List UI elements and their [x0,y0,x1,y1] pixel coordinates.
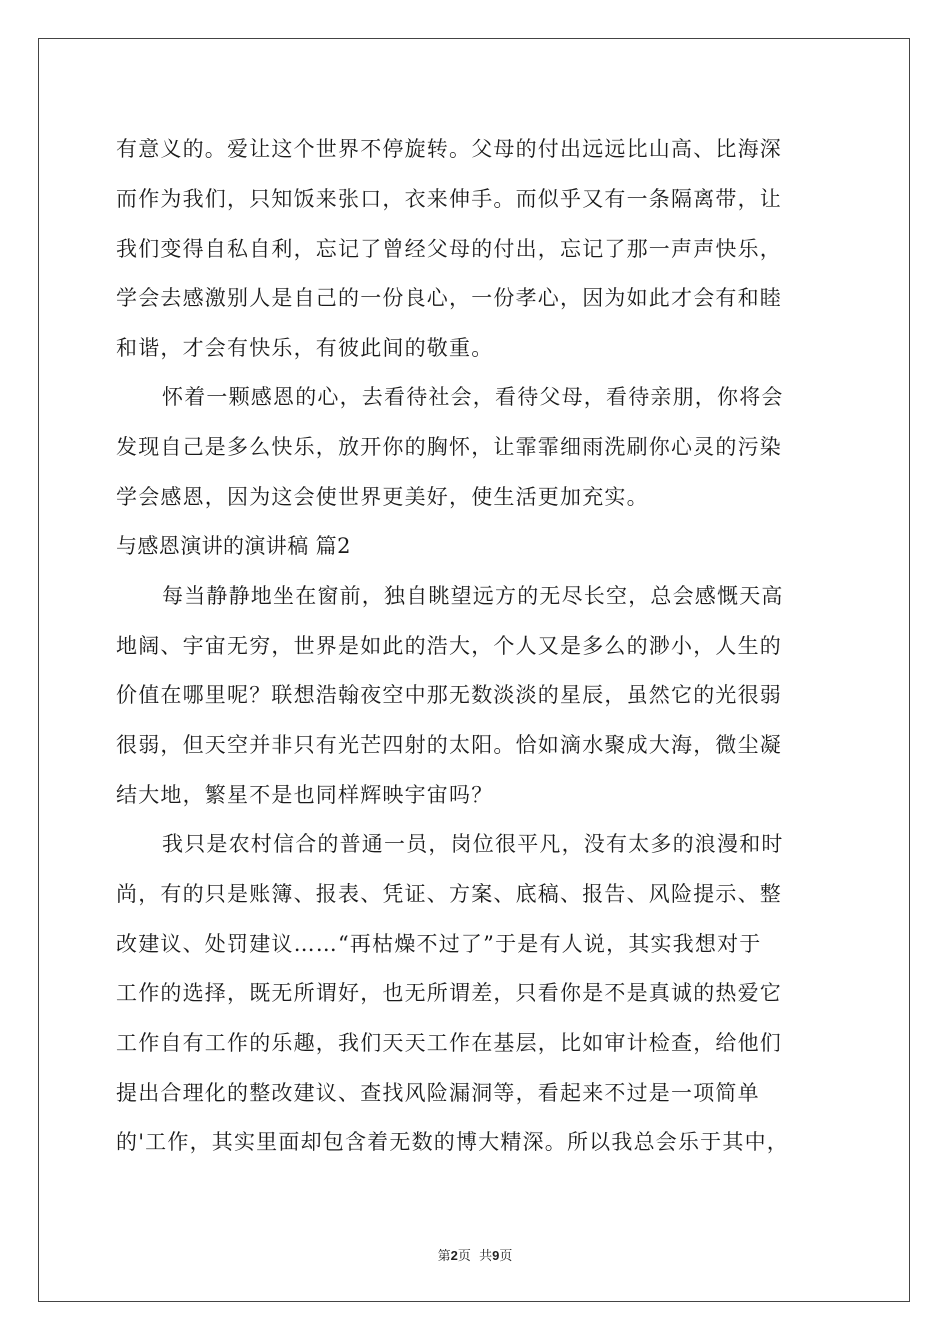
text-line: 学会感恩，因为这会使世界更美好，使生活更加充实。 [116,485,649,509]
text-line: 改建议、处罚建议……“再枯燥不过了”于是有人说，其实我想对于 [116,932,762,956]
text-line: 工作自有工作的乐趣，我们天天工作在基层，比如审计检查，给他们 [116,1031,782,1055]
text-line: 怀着一颗感恩的心，去看待社会，看待父母，看待亲朋，你将会 [162,385,784,409]
page-suffix: 页 [499,1249,513,1264]
text-line: 地阔、宇宙无穷，世界是如此的浩大，个人又是多么的渺小，人生的 [116,634,782,658]
page-middle: 页 共 [457,1249,493,1264]
text-line: 尚，有的只是账簿、报表、凭证、方案、底稿、报告、风险提示、整 [116,882,782,906]
section-heading: 与感恩演讲的演讲稿 篇2 [116,534,351,558]
page-prefix: 第 [437,1249,451,1264]
page-border [38,38,910,1302]
text-line: 很弱，但天空并非只有光芒四射的太阳。恰如滴水聚成大海，微尘凝 [116,733,782,757]
text-line: 工作的选择，既无所谓好，也无所谓差，只看你是不是真诚的热爱它 [116,981,782,1005]
text-line: 学会去感激别人是自己的一份良心，一份孝心，因为如此才会有和睦 [116,286,782,310]
text-line: 而作为我们，只知饭来张口，衣来伸手。而似乎又有一条隔离带，让 [116,187,782,211]
text-line: 提出合理化的整改建议、查找风险漏洞等，看起来不过是一项简单 [116,1081,760,1105]
text-line: 发现自己是多么快乐，放开你的胸怀，让霏霏细雨洗刷你心灵的污染 [116,435,782,459]
text-line: 和谐，才会有快乐，有彼此间的敬重。 [116,336,494,360]
text-line: 我只是农村信合的普通一员，岗位很平凡，没有太多的浪漫和时 [162,832,784,856]
text-line: 的'工作，其实里面却包含着无数的博大精深。所以我总会乐于其中， [116,1130,789,1154]
text-line: 有意义的。爱让这个世界不停旋转。父母的付出远远比山高、比海深 [116,137,782,161]
text-line: 每当静静地坐在窗前，独自眺望远方的无尽长空，总会感慨天高 [162,584,784,608]
page-total: 9 [492,1248,500,1263]
page-current: 2 [450,1248,458,1263]
text-line: 我们变得自私自利，忘记了曾经父母的付出，忘记了那一声声快乐， [116,237,782,261]
text-line: 价值在哪里呢？联想浩翰夜空中那无数淡淡的星辰，虽然它的光很弱 [116,683,782,707]
text-line: 结大地，繁星不是也同样辉映宇宙吗？ [116,783,494,807]
page-number-footer [0,1245,950,1264]
